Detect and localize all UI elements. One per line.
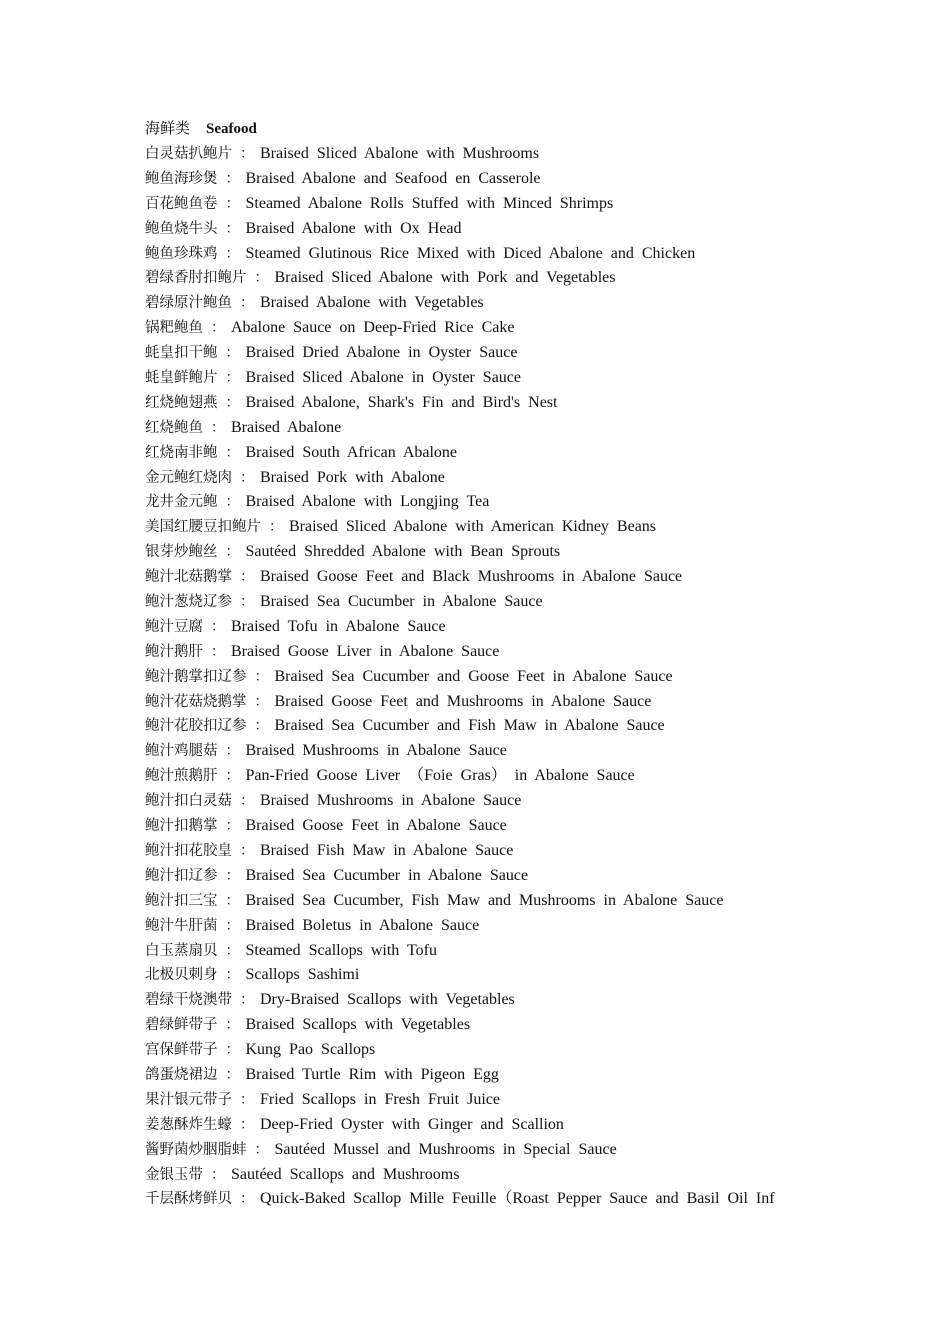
menu-item-name-en: Pan-Fried Goose Liver （Foie Gras） in Abalone Sauce <box>245 767 635 785</box>
menu-item-separator: ： <box>225 1042 240 1059</box>
menu-item-name-en: Braised Mushrooms in Abalone Sauce <box>245 742 507 760</box>
menu-item-name-zh: 鲍汁鸡腿菇 <box>145 743 218 760</box>
menu-item-name-en: Braised Sea Cucumber and Fish Maw in Abalone Sauce <box>274 717 665 735</box>
menu-item <box>145 1087 845 1112</box>
menu-item-name-en: Braised Goose Feet and Black Mushrooms in Abalone Sauce <box>260 568 683 586</box>
menu-item-name-zh: 蚝皇扣干鲍 <box>145 345 218 362</box>
menu-item-separator: ： <box>240 793 254 810</box>
menu-item-name-en: Braised Scallops with Vegetables <box>245 1016 471 1034</box>
menu-item-name-zh: 鲍汁扣三宝 <box>145 892 218 909</box>
menu-item-name-en: Braised Fish Maw in Abalone Sauce <box>260 841 514 859</box>
menu-item <box>145 390 845 415</box>
menu-item-name-zh: 鲍汁北菇鹅掌 <box>145 569 232 586</box>
menu-item-name-en: Sautéed Shredded Abalone with Bean Sprouts <box>245 543 561 561</box>
menu-item-separator: ： <box>211 320 225 337</box>
menu-item-name-zh: 鲍汁牛肝菌 <box>145 917 218 934</box>
section-title-en: Seafood <box>206 121 257 137</box>
menu-item-separator: ： <box>240 842 254 859</box>
menu-item <box>145 191 845 216</box>
menu-item-separator: ： <box>225 195 240 212</box>
menu-item-name-en: Braised Goose Feet in Abalone Sauce <box>245 817 507 835</box>
menu-item-separator: ： <box>240 594 254 611</box>
menu-item-name-en: Kung Pao Scallops <box>245 1041 376 1059</box>
menu-item-separator: ： <box>211 618 225 635</box>
menu-item <box>145 1162 845 1187</box>
menu-item <box>145 713 845 738</box>
menu-item <box>145 141 845 166</box>
menu-item-separator: ： <box>211 419 225 436</box>
menu-item-name-zh: 鲍鱼烧牛头 <box>145 220 218 237</box>
menu-item-separator: ： <box>240 469 254 486</box>
menu-item-separator: ： <box>225 345 240 362</box>
menu-item-name-zh: 鲍汁鹅肝 <box>145 643 203 660</box>
menu-item <box>145 913 845 938</box>
menu-item-separator: ： <box>225 170 240 187</box>
menu-item-name-en: Braised Abalone and Seafood en Casserole <box>245 169 541 187</box>
menu-item-name-zh: 红烧南非鲍 <box>145 444 218 461</box>
section-title-zh: 海鲜类 <box>145 119 191 137</box>
menu-item-name-zh: 鲍汁花胶扣辽参 <box>145 718 247 735</box>
menu-item <box>145 689 845 714</box>
menu-item-separator: ： <box>225 494 240 511</box>
menu-item-list <box>145 141 845 1211</box>
menu-item <box>145 763 845 788</box>
menu-item-name-en: Braised Abalone with Longjing Tea <box>245 493 490 511</box>
menu-item <box>145 514 845 539</box>
menu-item-separator: ： <box>225 892 240 909</box>
menu-item <box>145 340 845 365</box>
menu-item-name-zh: 碧绿干烧澳带 <box>145 992 232 1009</box>
menu-item-name-en: Sautéed Scallops and Mushrooms <box>231 1165 460 1183</box>
menu-item-name-zh: 鲍鱼海珍煲 <box>145 170 218 187</box>
menu-item-name-en: Braised Pork with Abalone <box>260 468 445 486</box>
menu-item-separator: ： <box>225 818 240 835</box>
menu-item-name-en: Braised Turtle Rim with Pigeon Egg <box>245 1065 499 1083</box>
menu-item-separator: ： <box>225 942 240 959</box>
menu-item-name-zh: 金元鲍红烧肉 <box>145 469 232 486</box>
menu-item-name-en: Steamed Abalone Rolls Stuffed with Minced Shrimps <box>245 194 614 212</box>
menu-item-separator: ： <box>225 1066 240 1083</box>
menu-item-name-zh: 碧绿鲜带子 <box>145 1017 218 1034</box>
menu-item-name-en: Steamed Scallops with Tofu <box>245 941 437 959</box>
menu-item-name-en: Braised Sliced Abalone with Pork and Vegetables <box>274 269 616 287</box>
menu-item-separator: ： <box>225 743 240 760</box>
menu-item-separator: ： <box>254 1141 269 1158</box>
menu-item-name-en: Braised Sliced Abalone with American Kidney Beans <box>289 518 657 536</box>
menu-item-separator: ： <box>240 1191 254 1208</box>
menu-item-separator: ： <box>225 967 240 984</box>
menu-item-name-zh: 美国红腰豆扣鲍片 <box>145 519 261 536</box>
menu-item-name-en: Abalone Sauce on Deep-Fried Rice Cake <box>231 319 515 337</box>
menu-item <box>145 888 845 913</box>
menu-item <box>145 1112 845 1137</box>
menu-item-name-zh: 酱野菌炒胭脂蚌 <box>145 1141 247 1158</box>
menu-item <box>145 987 845 1012</box>
menu-item-separator: ： <box>269 519 283 536</box>
menu-item <box>145 788 845 813</box>
menu-item-separator: ： <box>240 1091 254 1108</box>
menu-item <box>145 614 845 639</box>
menu-item-name-en: Sautéed Mussel and Mushrooms in Special Sauce <box>274 1140 617 1158</box>
menu-item-separator: ： <box>225 1017 240 1034</box>
menu-item-name-zh: 鲍汁扣白灵菇 <box>145 793 232 810</box>
menu-item-separator: ： <box>254 270 269 287</box>
menu-item-name-en: Braised Goose Liver in Abalone Sauce <box>231 642 500 660</box>
menu-item-name-zh: 鲍汁豆腐 <box>145 618 203 635</box>
menu-item-separator: ： <box>211 643 225 660</box>
menu-item-separator: ： <box>240 146 254 162</box>
menu-item <box>145 1012 845 1037</box>
menu-item-name-zh: 龙井金元鲍 <box>145 494 218 511</box>
menu-item <box>145 290 845 315</box>
menu-item-separator: ： <box>211 1166 225 1183</box>
menu-item-name-zh: 碧绿原汁鲍鱼 <box>145 295 232 312</box>
menu-item-name-zh: 宫保鲜带子 <box>145 1042 218 1059</box>
menu-item <box>145 1137 845 1162</box>
menu-item-name-zh: 鲍汁鹅掌扣辽参 <box>145 668 247 685</box>
menu-item <box>145 415 845 440</box>
menu-item-name-zh: 金银玉带 <box>145 1166 203 1183</box>
menu-item-separator: ： <box>240 992 254 1009</box>
menu-item <box>145 216 845 241</box>
menu-item <box>145 315 845 340</box>
menu-item <box>145 241 845 266</box>
menu-item <box>145 166 845 191</box>
menu-item-name-zh: 碧绿香肘扣鲍片 <box>145 270 247 287</box>
menu-item <box>145 938 845 963</box>
menu-item-name-zh: 红烧鲍翅燕 <box>145 394 218 411</box>
menu-item <box>145 365 845 390</box>
menu-item-separator: ： <box>254 693 269 710</box>
menu-item-separator: ： <box>225 394 240 411</box>
menu-item-separator: ： <box>225 245 240 262</box>
menu-item <box>145 489 845 514</box>
menu-item-name-en: Braised Sliced Abalone with Mushrooms <box>260 145 540 162</box>
menu-item-name-en: Braised Goose Feet and Mushrooms in Abalone Sauce <box>274 692 652 710</box>
menu-item <box>145 664 845 689</box>
menu-item <box>145 1062 845 1087</box>
menu-item-name-en: Braised Abalone with Vegetables <box>260 294 484 312</box>
menu-item <box>145 465 845 490</box>
menu-item <box>145 863 845 888</box>
menu-item <box>145 265 845 290</box>
menu-item-separator: ： <box>225 370 240 387</box>
menu-item <box>145 813 845 838</box>
menu-item-name-en: Braised South African Abalone <box>245 443 458 461</box>
menu-item-name-en: Fried Scallops in Fresh Fruit Juice <box>260 1090 500 1108</box>
menu-item-name-en: Braised Sea Cucumber in Abalone Sauce <box>245 866 529 884</box>
menu-item <box>145 1186 845 1211</box>
menu-item-separator: ： <box>240 569 254 586</box>
menu-item-name-zh: 鲍汁扣辽参 <box>145 867 218 884</box>
menu-item <box>145 440 845 465</box>
menu-item-name-en: Braised Abalone <box>231 418 342 436</box>
menu-item-name-en: Braised Mushrooms in Abalone Sauce <box>260 792 522 810</box>
menu-item-name-en: Braised Dried Abalone in Oyster Sauce <box>245 344 518 362</box>
menu-item-name-zh: 红烧鲍鱼 <box>145 419 203 436</box>
menu-item-name-zh: 蚝皇鲜鲍片 <box>145 370 218 387</box>
menu-item-name-zh: 果汁银元带子 <box>145 1091 232 1108</box>
menu-item-name-zh: 鲍汁扣花胶皇 <box>145 842 232 859</box>
menu-item-name-zh: 鲍汁扣鹅掌 <box>145 818 218 835</box>
menu-item-separator: ： <box>254 718 269 735</box>
menu-item-separator: ： <box>225 917 240 934</box>
menu-item-name-en: Braised Tofu in Abalone Sauce <box>231 617 446 635</box>
menu-item <box>145 539 845 564</box>
menu-item-name-en: Braised Abalone with Ox Head <box>245 219 462 237</box>
menu-item <box>145 564 845 589</box>
menu-item-name-en: Braised Sea Cucumber in Abalone Sauce <box>260 593 543 611</box>
menu-item-name-zh: 鲍汁煎鹅肝 <box>145 768 218 785</box>
menu-item-name-zh: 鲍汁葱烧辽参 <box>145 594 232 611</box>
menu-item-name-en: Quick-Baked Scallop Mille Feuille（Roast Pepper Sauce and Basil Oil Inf <box>260 1190 775 1208</box>
menu-item-name-en: Steamed Glutinous Rice Mixed with Diced Abalone and Chicken <box>245 244 696 262</box>
menu-item-name-en: Braised Sea Cucumber, Fish Maw and Mushrooms in Abalone Sauce <box>245 891 724 909</box>
menu-item-name-zh: 白灵菇扒鲍片 <box>145 146 232 162</box>
menu-item-name-zh: 鲍鱼珍珠鸡 <box>145 245 218 262</box>
menu-item-separator: ： <box>225 768 240 785</box>
menu-item-separator: ： <box>225 867 240 884</box>
section-heading <box>145 116 845 141</box>
menu-item-name-zh: 银芽炒鲍丝 <box>145 544 218 561</box>
menu-document <box>145 116 845 1211</box>
menu-item-name-en: Scallops Sashimi <box>245 966 360 984</box>
menu-item-name-zh: 姜葱酥炸生蠔 <box>145 1116 232 1133</box>
menu-item-name-en: Deep-Fried Oyster with Ginger and Scallion <box>260 1115 564 1133</box>
menu-item-separator: ： <box>240 1116 254 1133</box>
menu-item-name-zh: 锅粑鲍鱼 <box>145 320 203 337</box>
menu-item-name-zh: 鸽蛋烧裙边 <box>145 1066 218 1083</box>
menu-item-name-en: Braised Sea Cucumber and Goose Feet in Abalone Sauce <box>274 667 673 685</box>
menu-item-name-zh: 白玉蒸扇贝 <box>145 942 218 959</box>
menu-item-name-en: Braised Boletus in Abalone Sauce <box>245 916 480 934</box>
menu-item <box>145 962 845 987</box>
menu-item-name-en: Dry-Braised Scallops with Vegetables <box>260 991 515 1009</box>
menu-item-separator: ： <box>225 544 240 561</box>
menu-item <box>145 738 845 763</box>
menu-item <box>145 1037 845 1062</box>
menu-item-name-en: Braised Abalone, Shark's Fin and Bird's Nest <box>245 393 558 411</box>
menu-item-name-en: Braised Sliced Abalone in Oyster Sauce <box>245 369 521 387</box>
menu-item <box>145 589 845 614</box>
menu-item-separator: ： <box>254 668 269 685</box>
menu-item-name-zh: 北极贝刺身 <box>145 967 218 984</box>
menu-item <box>145 838 845 863</box>
menu-item-separator: ： <box>225 444 240 461</box>
menu-item-name-zh: 鲍汁花菇烧鹅掌 <box>145 693 247 710</box>
menu-item-separator: ： <box>240 295 254 312</box>
menu-item-name-zh: 千层酥烤鲜贝 <box>145 1191 232 1208</box>
menu-item-name-zh: 百花鲍鱼卷 <box>145 195 218 212</box>
menu-item <box>145 639 845 664</box>
menu-item-separator: ： <box>225 220 240 237</box>
